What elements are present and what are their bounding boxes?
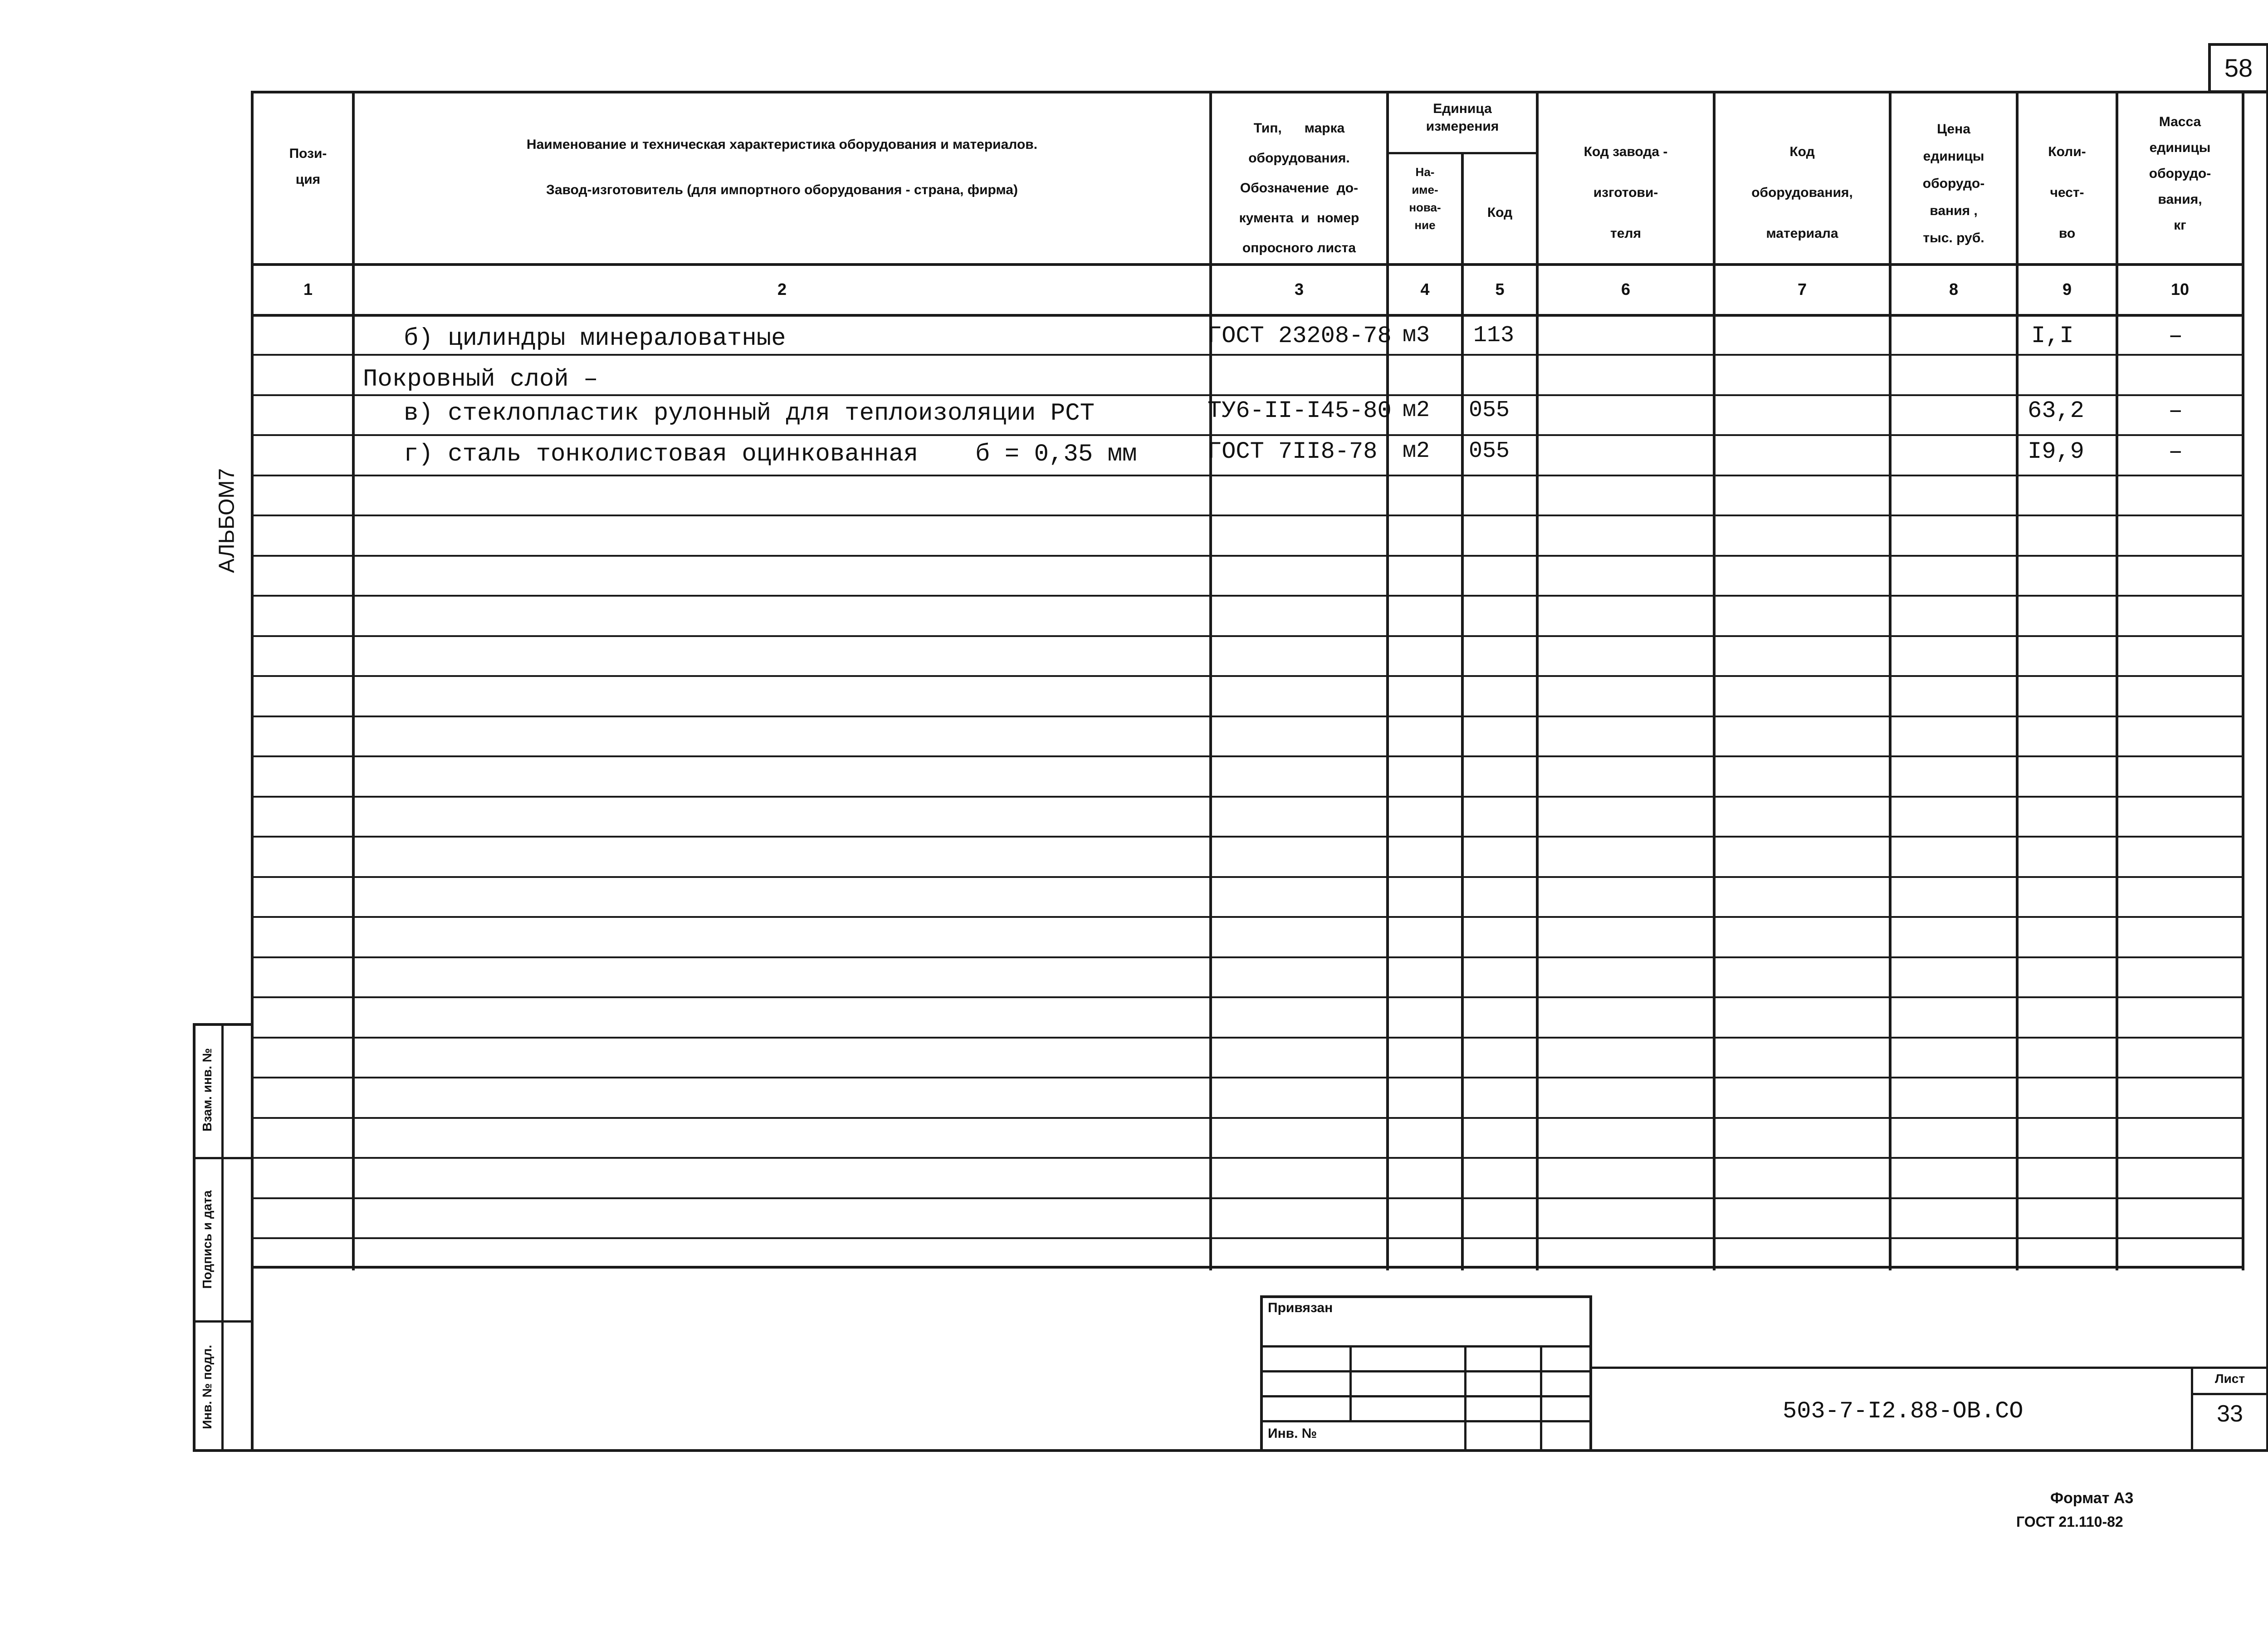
unit-group-line bbox=[1386, 152, 1539, 154]
row-4-thickness: б = 0,35 мм bbox=[975, 441, 1137, 468]
row-1-mass: – bbox=[2168, 323, 2183, 350]
colnum-3: 3 bbox=[1294, 280, 1304, 299]
inv-no-label: Инв. № bbox=[1268, 1426, 1317, 1441]
gost-label: ГОСТ 21.110-82 bbox=[2016, 1514, 2123, 1530]
page-number: 58 bbox=[2224, 54, 2253, 82]
row-4-name: г) сталь тонколистовая оцинкованная bbox=[404, 441, 919, 468]
table-row-line bbox=[251, 836, 2244, 838]
table-row-line bbox=[251, 755, 2244, 757]
header-price: Цена единицы оборудо- вания , тыс. руб. bbox=[1922, 122, 1985, 245]
tb-vsep-1 bbox=[1349, 1345, 1352, 1420]
row-3-name: в) стеклопластик рулонный для теплоизоляции РСТ bbox=[404, 400, 1095, 427]
table-row-line bbox=[251, 1117, 2244, 1119]
sheet-box-line bbox=[2191, 1393, 2268, 1395]
header-bottom-line bbox=[251, 263, 2244, 266]
header-mass: Масса единицы оборудо- вания, кг bbox=[2149, 114, 2211, 233]
header-unit-group: Единица измерения bbox=[1426, 101, 1499, 134]
col-sep-4 bbox=[1461, 152, 1464, 1270]
row-1-unit: м3 bbox=[1403, 323, 1430, 348]
table-row-line bbox=[251, 916, 2244, 918]
header-equip-code: Код оборудования, материала bbox=[1751, 144, 1853, 241]
row-4-qty: I9,9 bbox=[2028, 438, 2084, 465]
colnum-2: 2 bbox=[777, 280, 787, 299]
table-row-line bbox=[251, 555, 2244, 557]
sheet-label: Лист bbox=[2214, 1372, 2245, 1386]
table-row-line bbox=[251, 1157, 2244, 1159]
row-3-mass: – bbox=[2168, 397, 2183, 425]
table-row-line bbox=[251, 1037, 2244, 1039]
header-name-line1: Наименование и техническая характеристика оборудования и материалов. bbox=[526, 137, 1038, 152]
header-quantity: Коли- чест- во bbox=[2048, 144, 2086, 241]
row-1-code: 113 bbox=[1473, 323, 1515, 348]
sheet-number: 33 bbox=[2217, 1401, 2243, 1427]
colnum-10: 10 bbox=[2170, 280, 2190, 299]
table-bottom-line bbox=[251, 1266, 2244, 1269]
row-4-mass: – bbox=[2168, 438, 2183, 466]
table-row-line bbox=[251, 675, 2244, 677]
table-row-line bbox=[251, 434, 2244, 436]
colnum-7: 7 bbox=[1797, 280, 1807, 299]
colnum-8: 8 bbox=[1949, 280, 1959, 299]
tb-vsep-3 bbox=[1540, 1345, 1542, 1452]
colnum-4: 4 bbox=[1420, 280, 1430, 299]
col-sep-3 bbox=[1386, 91, 1389, 1270]
table-row-line bbox=[251, 1197, 2244, 1199]
table-row-line bbox=[251, 956, 2244, 958]
table-row-line bbox=[251, 515, 2244, 516]
col-sep-1 bbox=[352, 91, 355, 1270]
col-sep-10 bbox=[2242, 91, 2244, 1270]
header-name-line2: Завод-изготовитель (для импортного оборудования - страна, фирма) bbox=[546, 182, 1018, 197]
row-3-code: 055 bbox=[1469, 397, 1510, 423]
colnum-9: 9 bbox=[2062, 280, 2072, 299]
tb-line-1 bbox=[1260, 1345, 1592, 1348]
table-row-line bbox=[251, 796, 2244, 798]
row-4-doc: ГОСТ 7II8-78 bbox=[1207, 438, 1378, 465]
row-2-name: Покровный слой – bbox=[363, 366, 598, 393]
header-plant-code: Код завода - изготови- теля bbox=[1584, 144, 1668, 241]
row-4-unit: м2 bbox=[1403, 438, 1430, 464]
header-unit-code: Код bbox=[1487, 205, 1513, 220]
row-1-name: б) цилиндры минераловатные bbox=[404, 325, 786, 353]
tb-line-2 bbox=[1260, 1370, 1592, 1372]
header-doc: Тип, марка оборудования. Обозначение до- кумента и номер опросного листа bbox=[1239, 121, 1359, 255]
row-1-qty: I,I bbox=[2031, 323, 2074, 349]
side-stamp-original-inv: Инв. № подл. bbox=[200, 1345, 214, 1429]
table-row-line bbox=[251, 595, 2244, 597]
col-sep-5 bbox=[1536, 91, 1539, 1270]
row-1-doc: ГОСТ 23208-78 bbox=[1207, 323, 1392, 349]
row-3-unit: м2 bbox=[1403, 397, 1430, 423]
side-stamp-signature-date: Подпись и дата bbox=[200, 1190, 214, 1289]
privyazan-label: Привязан bbox=[1268, 1300, 1333, 1315]
table-row-line bbox=[251, 354, 2244, 356]
colnum-5: 5 bbox=[1495, 280, 1505, 299]
tb-line-3 bbox=[1260, 1395, 1592, 1397]
side-stamp-line-2 bbox=[193, 1320, 254, 1323]
side-stamp-replace-inv: Взам. инв. № bbox=[200, 1048, 214, 1132]
table-row-line bbox=[251, 635, 2244, 637]
table-row-line bbox=[251, 996, 2244, 998]
side-stamp-divider bbox=[221, 1023, 224, 1452]
row-3-doc: ТУ6-II-I45-80 bbox=[1207, 397, 1392, 424]
table-row-line bbox=[251, 475, 2244, 476]
col-sep-2 bbox=[1209, 91, 1212, 1270]
row-4-code: 055 bbox=[1469, 438, 1510, 464]
col-sep-6 bbox=[1713, 91, 1716, 1270]
tb-vsep-2 bbox=[1464, 1345, 1466, 1452]
col-sep-7 bbox=[1889, 91, 1892, 1270]
table-row-line bbox=[251, 716, 2244, 717]
designation-top-line bbox=[1590, 1367, 2268, 1369]
table-row-line bbox=[251, 876, 2244, 878]
table-row-line bbox=[251, 1077, 2244, 1078]
table-row-line bbox=[251, 394, 2244, 396]
colnum-6: 6 bbox=[1621, 280, 1631, 299]
col-sep-9 bbox=[2116, 91, 2118, 1270]
drawing-designation: 503-7-I2.88-ОВ.СО bbox=[1783, 1398, 2024, 1425]
format-label: Формат А3 bbox=[2050, 1490, 2134, 1507]
row-3-qty: 63,2 bbox=[2028, 397, 2084, 424]
number-row-bottom-line bbox=[251, 314, 2244, 317]
header-position: Пози- ция bbox=[289, 146, 327, 187]
col-sep-8 bbox=[2016, 91, 2019, 1270]
tb-line-4 bbox=[1260, 1420, 1592, 1422]
header-unit-name: На- име- нова- ние bbox=[1409, 165, 1441, 232]
table-row-line bbox=[251, 1237, 2244, 1239]
album-label: АЛЬБОМ7 bbox=[215, 468, 239, 573]
colnum-1: 1 bbox=[303, 280, 313, 299]
